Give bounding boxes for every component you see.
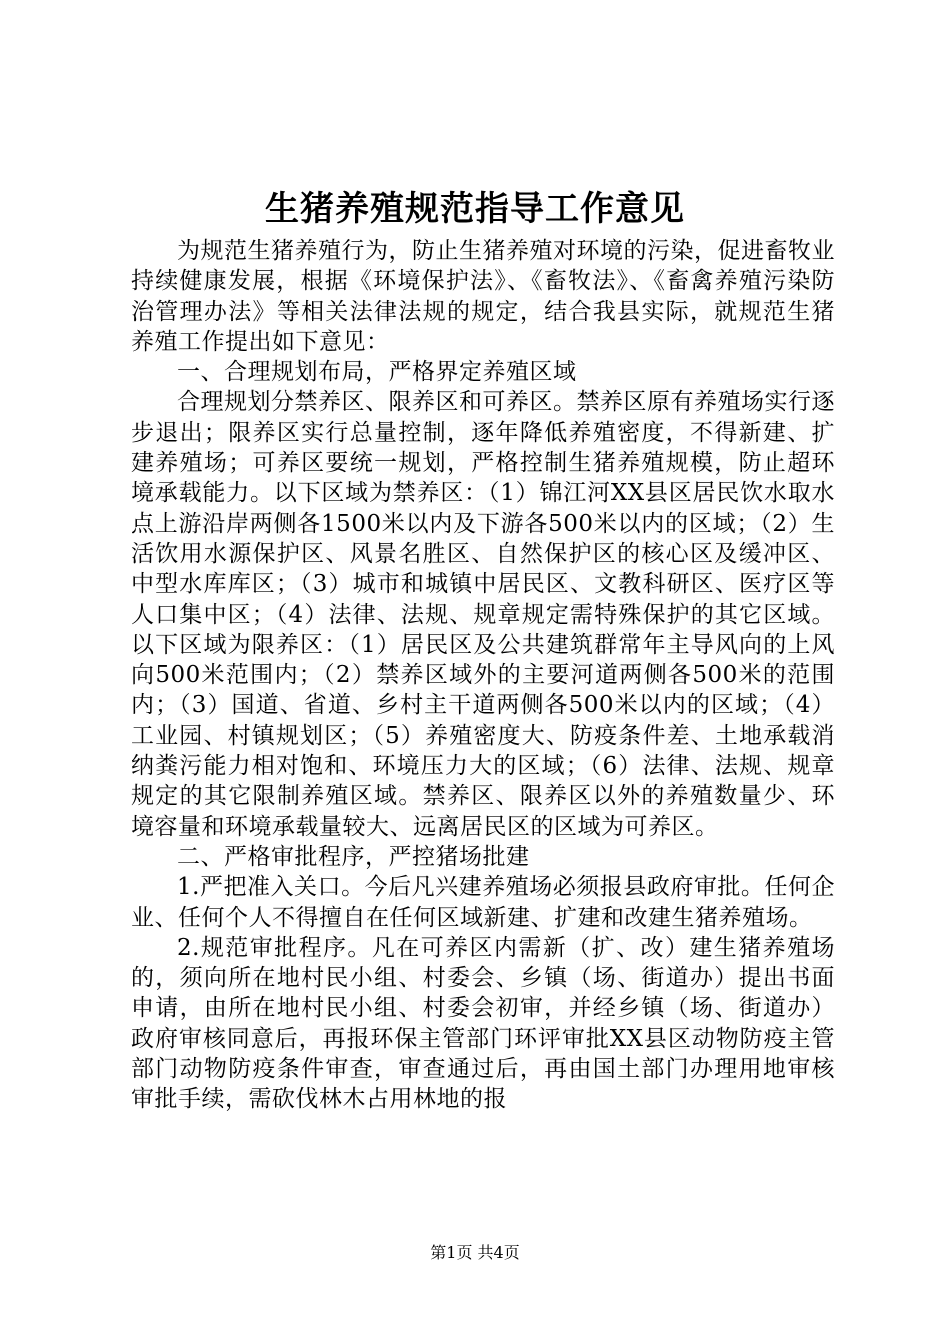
paragraph-approval-procedure: 2.规范审批程序。凡在可养区内需新（扩、改）建生猪养殖场的，须向所在地村民小组、村委会、乡镇（场、街道办）提出书面申请，由所在地村民小组、村委会初审，并经乡镇（场、街道办）政府审核同意后，再报环保主管部门环评审批XX县区动物防疫主管部门动物防疫条件审查，审查通过后，再由国土部门办理用地审核审批手续，需砍伐林木占用林地的报 <box>131 934 835 1113</box>
section-heading-1: 一、合理规划布局，严格界定养殖区域 <box>177 359 577 386</box>
page-footer: 第1页 共4页 <box>430 1243 520 1262</box>
section-heading-2: 二、严格审批程序，严控猪场批建 <box>177 843 530 870</box>
paragraph-zoning: 合理规划分禁养区、限养区和可养区。禁养区原有养殖场实行逐步退出；限养区实行总量控制，逐年降低养殖密度，不得新建、扩建养殖场；可养区要统一规划，严格控制生猪养殖规模，防止超环境承载能力。以下区域为禁养区：（1）锦江河XX县区居民饮水取水点上游沿岸两侧各1500米以内及下游各500米以内的区域；（2）生活饮用水源保护区、风景名胜区、自然保护区的核心区及缓冲区、中型水库库区；（3）城市和城镇中居民区、文教科研区、医疗区等人口集中区；（4）法律、法规、规章规定需特殊保护的其它区域。以下区域为限养区：（1）居民区及公共建筑群常年主导风向的上风向500米范围内；（2）禁养区域外的主要河道两侧各500米的范围内；（3）国道、省道、乡村主干道两侧各500米以内的区域；（4）工业园、村镇规划区；（5）养殖密度大、防疫条件差、土地承载消纳粪污能力相对饱和、环境压力大的区域；（6）法律、法规、规章规定的其它限制养殖区域。禁养区、限养区以外的养殖数量少、环境容量和环境承载量较大、远离居民区的区域为可养区。 <box>131 389 835 840</box>
paragraph-intro: 为规范生猪养殖行为，防止生猪养殖对环境的污染，促进畜牧业持续健康发展，根据《环境保护法》、《畜牧法》、《畜禽养殖污染防治管理办法》等相关法律法规的规定，结合我县实际，就规范生猪养殖工作提出如下意见： <box>131 238 835 355</box>
document-title: 生猪养殖规范指导工作意见 <box>265 189 685 229</box>
paragraph-access-control: 1.严把准入关口。今后凡兴建养殖场必须报县政府审批。任何企业、任何个人不得擅自在任何区域新建、扩建和改建生猪养殖场。 <box>131 874 835 931</box>
document-body <box>131 236 835 1115</box>
